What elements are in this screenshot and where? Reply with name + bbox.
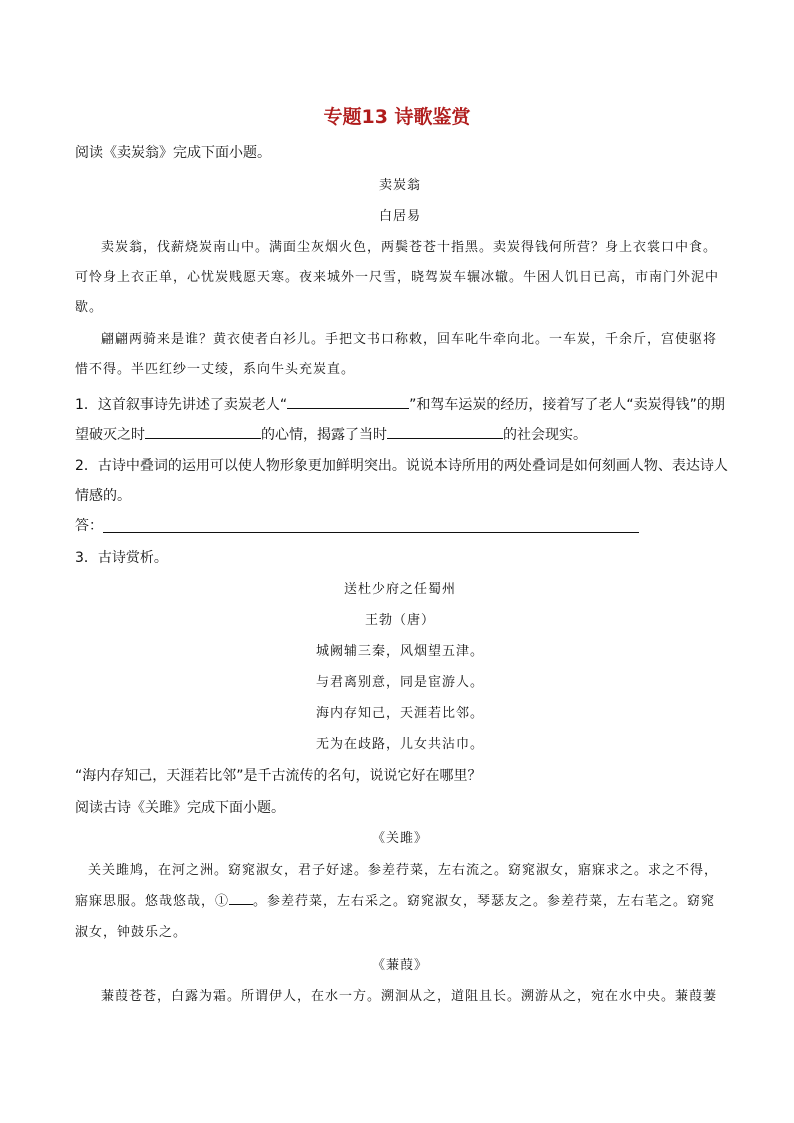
question-2-line-2: 情感的。: [75, 488, 131, 504]
answer-line[interactable]: [103, 532, 639, 533]
q1-text-d: 的心情，揭露了当时: [261, 427, 387, 443]
poem3-line: 关关雎鸠，在河之洲。窈窕淑女，君子好逑。参差荇菜，左右流之。窈窕淑女，寤寐求之。求之不得，: [88, 863, 719, 878]
answer-label: 答：: [75, 518, 103, 534]
poem2-line: 城阙辅三秦，风烟望五津。: [315, 644, 484, 659]
q1-text-c: 望破灭之时: [75, 427, 145, 443]
question-3-label: 3．古诗赏析。: [75, 550, 168, 566]
poem4-title: 《蒹葭》: [371, 958, 428, 973]
q1-text-b: ”和驾车运炭的经历，接着写了老人“卖炭得钱”的期: [409, 397, 725, 413]
poem1-line: 歇。: [75, 300, 104, 315]
question-1-line-1: [75, 394, 725, 415]
blank-marker: ①: [215, 894, 230, 909]
q1-blank-1[interactable]: [287, 394, 409, 409]
poem3-line2-a: 寤寐思服。悠哉悠哉，: [75, 894, 216, 909]
poem3-title: 《关雎》: [371, 831, 428, 846]
q1-text-a: 1．这首叙事诗先讲述了卖炭老人“: [75, 397, 288, 413]
poem1-line: 惜不得。半匹红纱一丈绫，系向牛头充炭直。: [75, 362, 356, 377]
poem3-line: [75, 892, 725, 912]
reading-instruction-1: 阅读《卖炭翁》完成下面小题。: [75, 145, 271, 161]
fill-blank-1[interactable]: [229, 892, 253, 905]
poem1-title: 卖炭翁: [378, 178, 421, 193]
page-title: 专题13 诗歌鉴赏: [323, 106, 471, 128]
poem1-author: 白居易: [378, 209, 421, 224]
reading-instruction-2: 阅读古诗《关雎》完成下面小题。: [75, 800, 285, 816]
poem2-line: 与君离别意，同是宦游人。: [315, 675, 484, 690]
question-1-line-2: [75, 424, 725, 445]
poem2-line: 海内存知己，天涯若比邻。: [315, 706, 484, 721]
poem4-line: 蒹葭苍苍，白露为霜。所谓伊人，在水一方。溯洄从之，道阻且长。溯游从之，宛在水中央。蒹葭萋: [101, 989, 718, 1004]
poem3-line2-b: 。参差荇菜，左右采之。窈窕淑女，琴瑟友之。参差荇菜，左右芼之。窈窕: [253, 894, 716, 909]
question-3-prompt: “海内存知己，天涯若比邻”是千古流传的名句，说说它好在哪里？: [75, 768, 482, 784]
poem1-line: 可怜身上衣正单，心忧炭贱愿天寒。夜来城外一尺雪，晓驾炭车辗冰辙。牛困人饥日已高，市南门外泥中: [75, 270, 720, 285]
question-2-line-1: 2．古诗中叠词的运用可以使人物形象更加鲜明突出。说说本诗所用的两处叠词是如何刻画人物、表达诗人: [75, 458, 728, 474]
poem1-line: 翩翩两骑来是谁？黄衣使者白衫儿。手把文书口称敕，回车叱牛牵向北。一车炭，千余斤，宫使驱将: [101, 332, 718, 347]
q1-text-e: 的社会现实。: [503, 427, 587, 443]
poem2-line: 无为在歧路，儿女共沾巾。: [315, 737, 484, 752]
poem2-title: 送杜少府之任蜀州: [343, 582, 456, 597]
poem1-line: 卖炭翁，伐薪烧炭南山中。满面尘灰烟火色，两鬓苍苍十指黑。卖炭得钱何所营？身上衣裳口中食。: [101, 240, 718, 255]
poem3-line: 淑女，钟鼓乐之。: [75, 925, 188, 940]
q1-blank-3[interactable]: [387, 424, 503, 439]
poem2-author: 王勃（唐）: [364, 613, 435, 628]
q1-blank-2[interactable]: [145, 424, 261, 439]
